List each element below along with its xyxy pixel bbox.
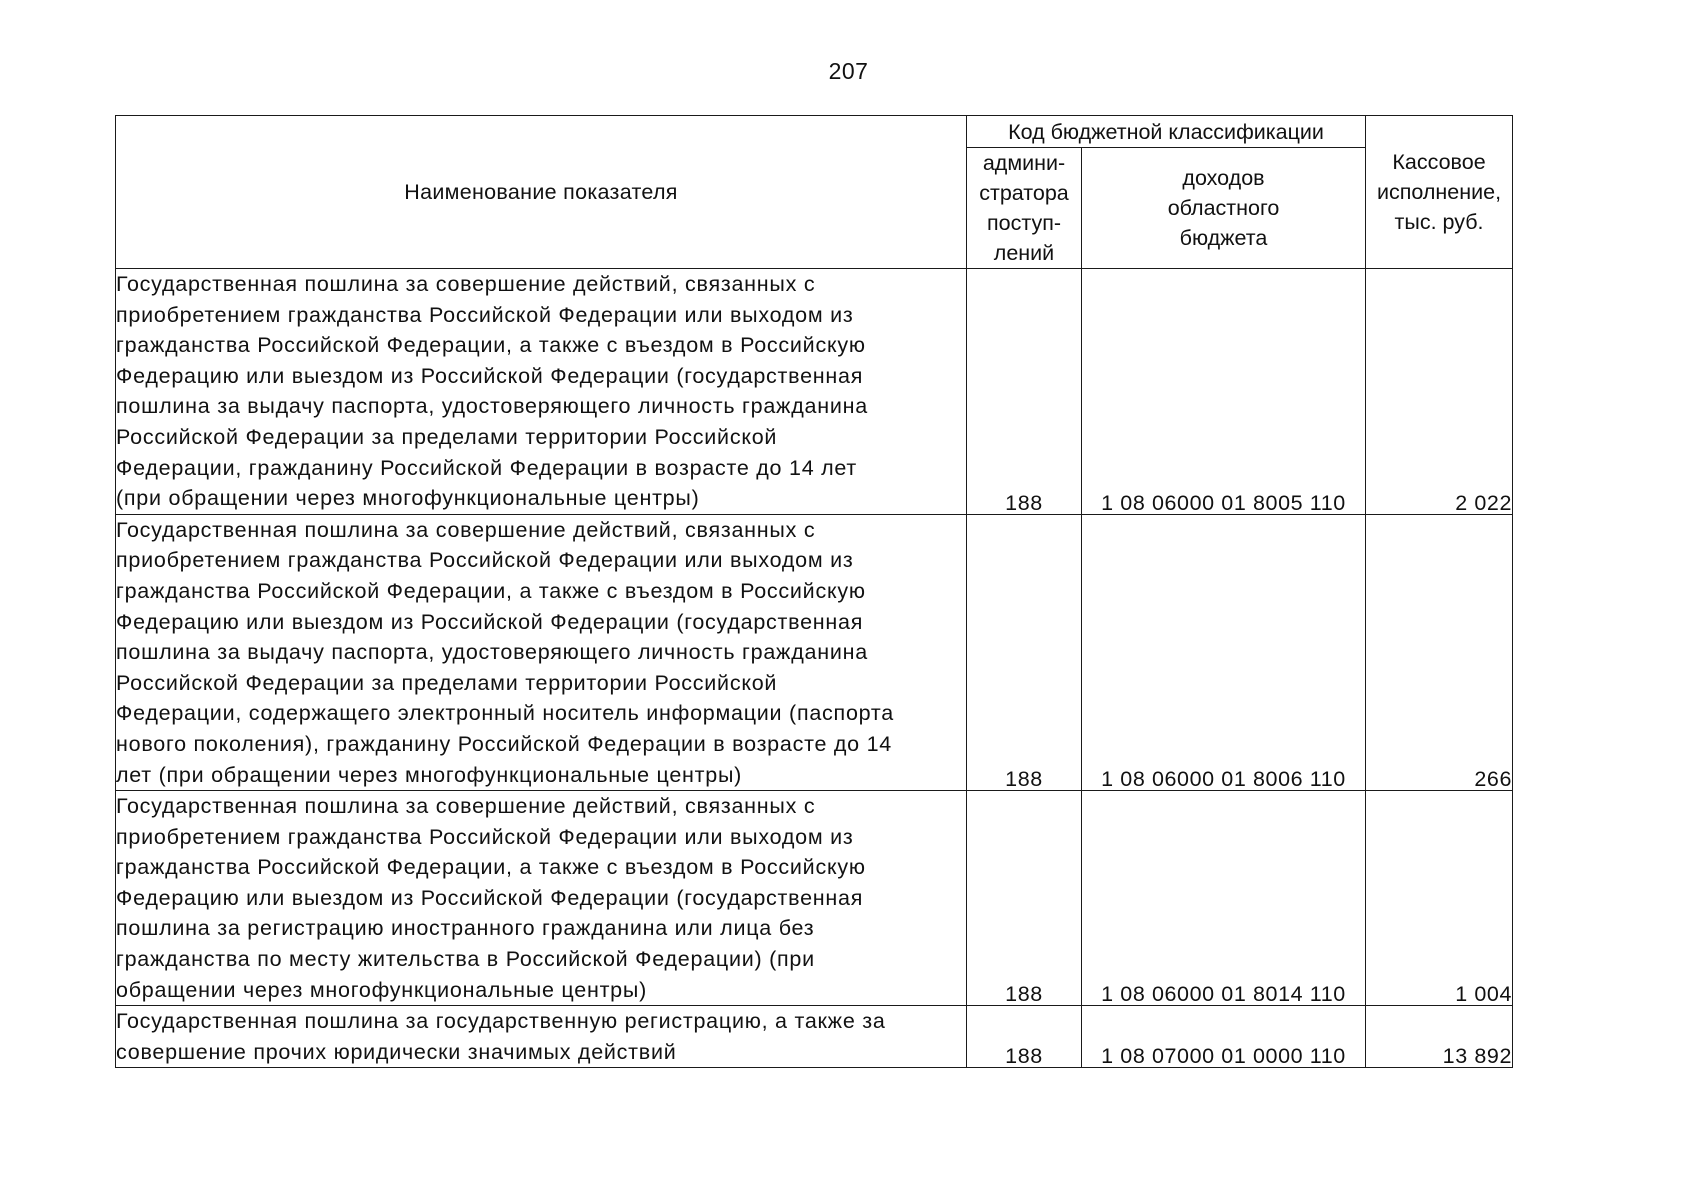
header-income-line: бюджета — [1179, 226, 1268, 250]
header-income-line: областного — [1167, 196, 1280, 220]
indicator-name-line: пошлина за регистрацию иностранного гражданина или лица без — [116, 916, 815, 941]
cash-execution-cell: 1 004 — [1366, 791, 1513, 1006]
table-row — [116, 1006, 1513, 1068]
indicator-name-line: гражданства Российской Федерации, а также с въездом в Российскую — [116, 333, 866, 358]
indicator-name-cell — [116, 1006, 967, 1068]
admin-code-cell: 188 — [967, 269, 1082, 515]
indicator-name-line: Государственная пошлина за совершение действий, связанных с — [116, 517, 816, 542]
indicator-name-line: приобретением гражданства Российской Федерации или выходом из — [116, 302, 854, 327]
header-classification-code: Код бюджетной классификации — [967, 116, 1366, 148]
indicator-name-line: Федерацию или выездом из Российской Федерации (государственная — [116, 363, 864, 388]
header-admin-line: поступ- — [987, 211, 1061, 235]
header-indicator-name: Наименование показателя — [116, 116, 967, 269]
indicator-name-line: Государственная пошлина за совершение действий, связанных с — [116, 272, 816, 296]
budget-code-cell: 1 08 07000 01 0000 110 — [1082, 1006, 1366, 1068]
indicator-name-cell — [116, 514, 967, 790]
budget-code-cell: 1 08 06000 01 8014 110 — [1082, 791, 1366, 1006]
header-admin-line: админи- — [982, 151, 1066, 175]
indicator-name-line: нового поколения), гражданину Российской Федерации в возрасте до 14 — [116, 731, 893, 756]
indicator-name-cell — [116, 791, 967, 1006]
indicator-name-line: гражданства Российской Федерации, а также с въездом в Российскую — [116, 855, 866, 880]
admin-code-cell: 188 — [967, 514, 1082, 790]
indicator-name-line: Государственная пошлина за государственную регистрацию, а также за — [116, 1009, 886, 1034]
indicator-name-line: приобретением гражданства Российской Федерации или выходом из — [116, 824, 854, 849]
header-regional-budget-income — [1082, 148, 1366, 269]
indicator-name-line: пошлина за выдачу паспорта, удостоверяющего личность гражданина — [116, 640, 868, 665]
cash-execution-cell: 2 022 — [1366, 269, 1513, 515]
header-income-line: доходов — [1182, 166, 1265, 190]
indicator-name-line: (при обращении через многофункциональные центры) — [116, 486, 700, 511]
header-amount-line: исполнение, — [1376, 180, 1502, 204]
table-row — [116, 269, 1513, 515]
table-row — [116, 514, 1513, 790]
cash-execution-cell: 266 — [1366, 514, 1513, 790]
admin-code-cell: 188 — [967, 791, 1082, 1006]
budget-code-cell: 1 08 06000 01 8005 110 — [1082, 269, 1366, 515]
budget-code-cell: 1 08 06000 01 8006 110 — [1082, 514, 1366, 790]
table-body — [116, 269, 1513, 1068]
table-row — [116, 791, 1513, 1006]
indicator-name-line: приобретением гражданства Российской Федерации или выходом из — [116, 548, 854, 573]
cash-execution-cell: 13 892 — [1366, 1006, 1513, 1068]
indicator-name-line: Федерацию или выездом из Российской Федерации (государственная — [116, 885, 864, 910]
header-amount-line: Кассовое — [1392, 150, 1486, 174]
indicator-name-line: Государственная пошлина за совершение действий, связанных с — [116, 794, 816, 819]
indicator-name-line: обращении через многофункциональные центры) — [116, 977, 647, 1002]
page-number: 207 — [828, 58, 869, 84]
indicator-name-line: Российской Федерации за пределами территории Российской — [116, 670, 778, 695]
budget-revenue-table — [115, 115, 1513, 1068]
indicator-name-line: гражданства Российской Федерации, а также с въездом в Российскую — [116, 578, 866, 603]
header-admin-line: стратора — [979, 181, 1069, 205]
indicator-name-line: Федерацию или выездом из Российской Федерации (государственная — [116, 609, 864, 634]
table-header — [116, 116, 1513, 269]
indicator-name-line: гражданства по месту жительства в Российской Федерации) (при — [116, 947, 815, 972]
indicator-name-line: пошлина за выдачу паспорта, удостоверяющего личность гражданина — [116, 394, 868, 419]
header-revenue-administrator — [967, 148, 1082, 269]
indicator-name-cell — [116, 269, 967, 515]
indicator-name-line: Федерации, гражданину Российской Федерации в возрасте до 14 лет — [116, 455, 858, 480]
admin-code-cell: 188 — [967, 1006, 1082, 1068]
indicator-name-line: совершение прочих юридически значимых действий — [116, 1039, 677, 1064]
indicator-name-line: Федерации, содержащего электронный носитель информации (паспорта — [116, 701, 894, 726]
header-admin-line: лений — [993, 241, 1055, 265]
indicator-name-line: лет (при обращении через многофункциональные центры) — [116, 762, 743, 787]
header-cash-execution — [1366, 116, 1513, 269]
indicator-name-line: Российской Федерации за пределами территории Российской — [116, 424, 778, 449]
header-amount-line: тыс. руб. — [1394, 210, 1484, 234]
